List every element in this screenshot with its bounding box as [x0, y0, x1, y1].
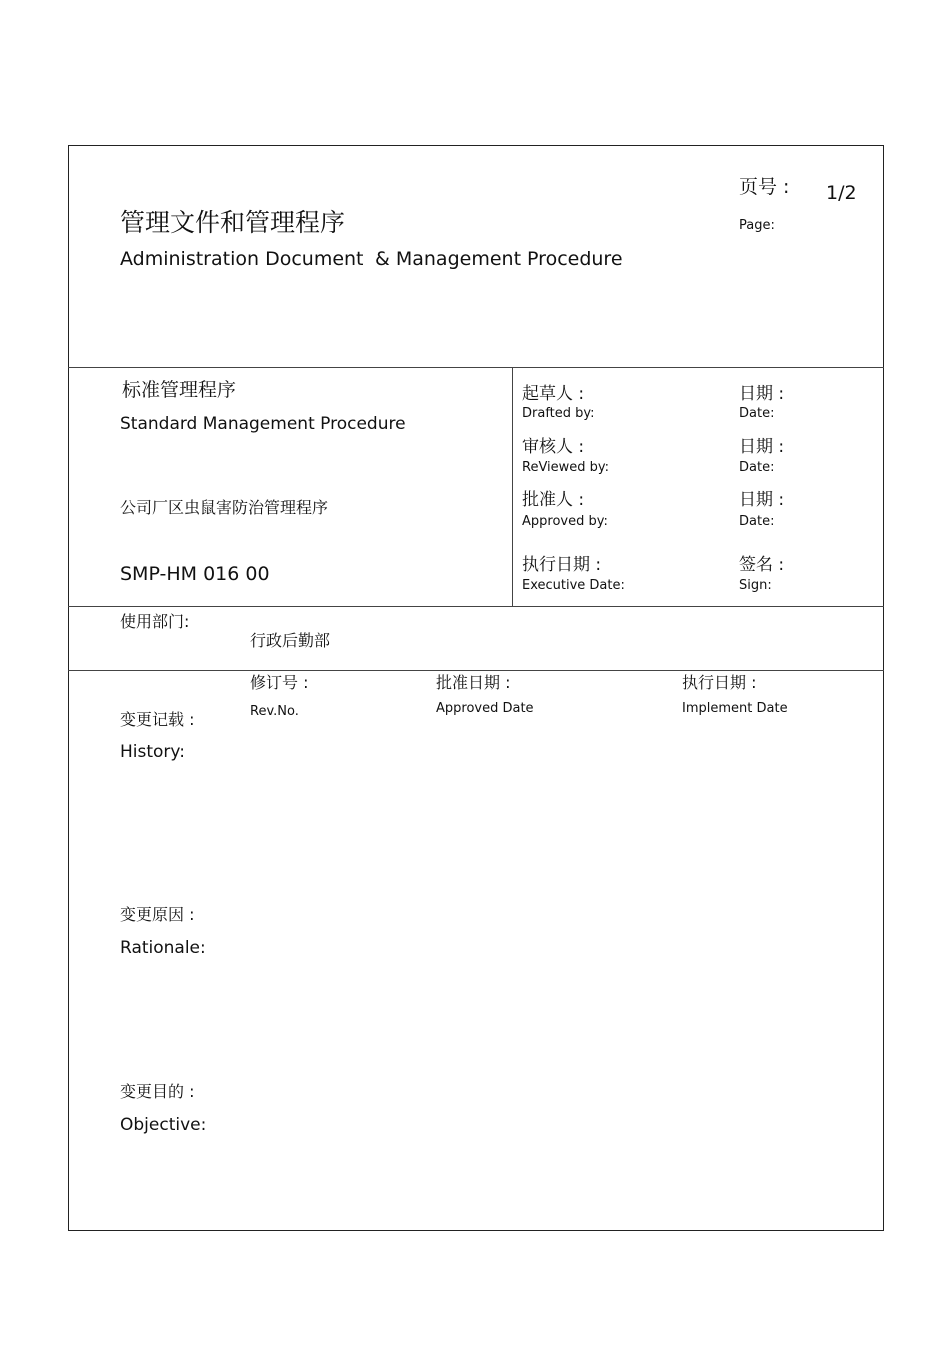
- drafted-date-label-en: Date:: [739, 406, 775, 421]
- executive-date-label-cn: 执行日期 :: [522, 555, 602, 575]
- rationale-label-cn: 变更原因 :: [120, 905, 195, 924]
- implement-date-col-cn: 执行日期 :: [682, 673, 757, 692]
- approved-date-label-en: Date:: [739, 514, 775, 529]
- history-label-cn: 变更记载 :: [120, 710, 195, 729]
- procedure-code: SMP-HM 016 00: [120, 563, 270, 585]
- department-value: 行政后勤部: [250, 631, 331, 650]
- page-label-en: Page:: [739, 218, 775, 233]
- history-label-en: History:: [120, 742, 185, 762]
- rev-no-label-cn: 修订号 :: [250, 673, 309, 692]
- rationale-label-en: Rationale:: [120, 938, 206, 958]
- reviewed-date-label-en: Date:: [739, 460, 775, 475]
- divider-history: [68, 670, 884, 671]
- drafted-by-label-en: Drafted by:: [522, 406, 595, 421]
- document-title-en-part2: & Management Procedure: [375, 248, 623, 270]
- divider-department: [68, 606, 884, 607]
- document-title-en-part1: Administration Document: [120, 248, 364, 270]
- implement-date-col-en: Implement Date: [682, 701, 788, 716]
- procedure-type-en: Standard Management Procedure: [120, 414, 406, 434]
- divider-header: [68, 367, 884, 368]
- sign-label-en: Sign:: [739, 578, 772, 593]
- document-title-cn: 管理文件和管理程序: [120, 208, 346, 237]
- executive-date-label-en: Executive Date:: [522, 578, 625, 593]
- sign-label-cn: 签名 :: [739, 555, 785, 575]
- approved-date-label-cn: 日期 :: [739, 490, 785, 510]
- procedure-name-cn: 公司厂区虫鼠害防治管理程序: [120, 498, 329, 517]
- reviewed-by-label-cn: 审核人 :: [522, 437, 585, 457]
- page-number: 1/2: [826, 182, 857, 204]
- approved-by-label-en: Approved by:: [522, 514, 608, 529]
- reviewed-by-label-en: ReViewed by:: [522, 460, 610, 475]
- rev-no-label-en: Rev.No.: [250, 704, 299, 719]
- page-label-cn: 页号 :: [739, 176, 790, 198]
- divider-signoff: [512, 367, 513, 606]
- objective-label-en: Objective:: [120, 1115, 207, 1135]
- approved-date-col-en: Approved Date: [436, 701, 534, 716]
- drafted-date-label-cn: 日期 :: [739, 384, 785, 404]
- objective-label-cn: 变更目的 :: [120, 1082, 195, 1101]
- reviewed-date-label-cn: 日期 :: [739, 437, 785, 457]
- procedure-type-cn: 标准管理程序: [122, 379, 237, 401]
- drafted-by-label-cn: 起草人 :: [522, 384, 585, 404]
- department-label: 使用部门:: [120, 612, 190, 631]
- approved-date-col-cn: 批准日期 :: [436, 673, 511, 692]
- approved-by-label-cn: 批准人 :: [522, 490, 585, 510]
